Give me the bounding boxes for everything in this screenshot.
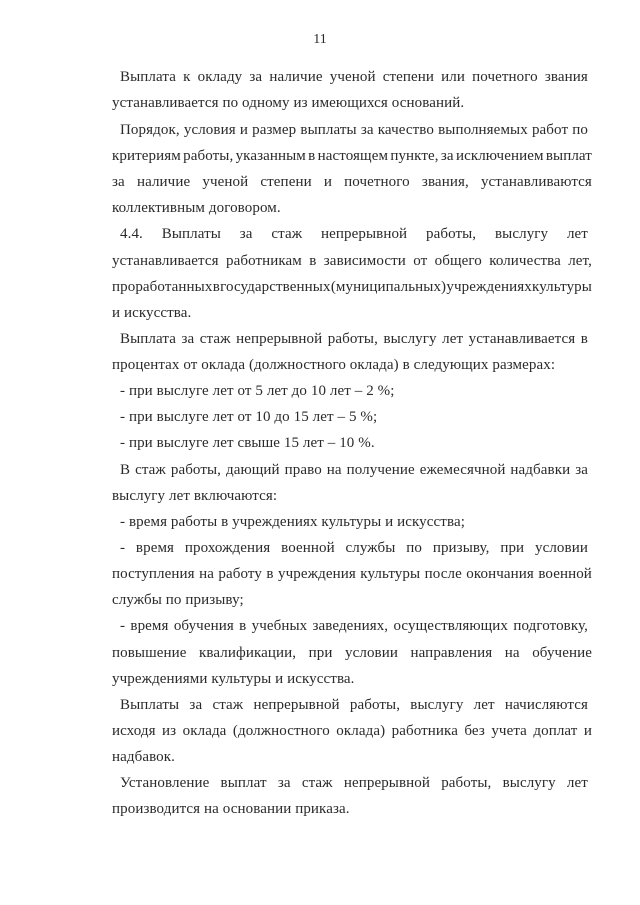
word: непрерывной — [343, 775, 431, 791]
word: за — [440, 148, 454, 164]
word: учреждения — [278, 566, 356, 582]
word: работы, — [170, 462, 222, 478]
paragraph-line — [120, 330, 588, 348]
word: условии — [345, 645, 398, 661]
word: непрерывной — [236, 331, 323, 347]
word: надбавки — [510, 462, 571, 478]
paragraph-line — [120, 539, 588, 557]
word: устанавливается — [468, 331, 576, 347]
word: работникам — [225, 253, 302, 269]
word: пункте, — [390, 148, 439, 164]
word: Выплаты — [161, 226, 221, 242]
word: в — [580, 331, 588, 347]
word: в — [309, 253, 317, 269]
word: стаж — [199, 331, 231, 347]
word: лет — [566, 775, 588, 791]
word: ежемесячной — [419, 462, 506, 478]
word: оклада) — [336, 723, 386, 739]
list-item: - при выслуге лет от 5 лет до 10 лет – 2 %; — [120, 383, 395, 399]
paragraph-line: выслугу лет включаются: — [112, 488, 278, 504]
word: работы, — [425, 226, 477, 242]
word: и — [323, 174, 332, 190]
paragraph-line — [120, 774, 588, 792]
paragraph-line: и искусства. — [112, 305, 192, 321]
paragraph-line — [112, 252, 592, 270]
word: на — [504, 645, 520, 661]
word: военной — [538, 566, 592, 582]
list-item: - при выслуге лет от 10 до 15 лет – 5 %; — [120, 409, 378, 425]
word: в — [239, 618, 247, 634]
word: право — [284, 462, 322, 478]
paragraph-line — [120, 617, 588, 635]
word: после — [424, 566, 462, 582]
paragraph-line: коллективным договором. — [112, 200, 281, 216]
word: работника — [391, 723, 458, 739]
paragraph-line — [120, 461, 588, 479]
word: к — [183, 69, 191, 85]
word: учреждениях — [446, 279, 532, 295]
word: стаж — [135, 462, 166, 478]
paragraph-line — [112, 173, 592, 191]
word: (муниципальных) — [330, 279, 447, 295]
word: настоящем — [317, 148, 389, 164]
word: наличие — [269, 69, 323, 85]
word: количества — [489, 253, 561, 269]
word: ученой — [202, 174, 249, 190]
word: службы — [345, 540, 396, 556]
word: культуры — [360, 566, 421, 582]
paragraph-line — [112, 722, 592, 740]
word: зависимости — [323, 253, 406, 269]
paragraph-line — [112, 147, 592, 165]
paragraph-line: службы по призыву; — [112, 592, 244, 608]
word: начисляются — [504, 697, 588, 713]
paragraph-line — [112, 565, 592, 583]
word: работы, — [327, 331, 378, 347]
paragraph-line: учреждениями культуры и искусства. — [112, 671, 355, 687]
word: почетного — [472, 69, 538, 85]
word: за — [239, 226, 253, 242]
list-item: - при выслуге лет свыше 15 лет – 10 %. — [120, 435, 375, 451]
word: подготовку, — [513, 618, 588, 634]
word: и — [239, 122, 248, 138]
word: непрерывной — [320, 226, 408, 242]
word: на — [326, 462, 342, 478]
word: стаж — [301, 775, 333, 791]
word: за — [277, 775, 291, 791]
word: прохождения — [184, 540, 271, 556]
word: получение — [346, 462, 415, 478]
word: стаж — [271, 226, 303, 242]
paragraph-line — [120, 696, 588, 714]
word: на — [199, 566, 214, 582]
paragraph-line: устанавливается по одному из имеющихся оснований. — [112, 95, 465, 111]
word: - — [120, 618, 126, 634]
word: выслугу — [502, 775, 556, 791]
word: выслугу — [494, 226, 549, 242]
word: за — [360, 122, 374, 138]
paragraph-line: процентах от оклада (должностного оклада) в следующих размерах: — [112, 357, 556, 373]
word: устанавливается — [112, 253, 219, 269]
word: размер — [252, 122, 297, 138]
word: за — [575, 462, 588, 478]
word: призыву, — [432, 540, 490, 556]
word: повышение — [112, 645, 187, 661]
word: заведениях, — [312, 618, 389, 634]
word: доплат — [533, 723, 578, 739]
word: проработанных — [112, 279, 213, 295]
word: осуществляющих — [393, 618, 509, 634]
word: (должностного — [232, 723, 330, 739]
word: учета — [491, 723, 527, 739]
word: лет — [566, 226, 588, 242]
paragraph-line — [120, 68, 588, 86]
word: непрерывной — [253, 697, 340, 713]
paragraph-line — [120, 121, 588, 139]
word: Выплата — [120, 69, 176, 85]
word: степени — [260, 174, 312, 190]
word: за — [181, 331, 195, 347]
word: Порядок, — [120, 122, 180, 138]
word: работу — [218, 566, 262, 582]
word: лет — [473, 697, 495, 713]
paragraph-line: производится на основании приказа. — [112, 801, 350, 817]
word: выплат — [545, 148, 592, 164]
word: работы, — [441, 775, 492, 791]
word: исходя — [112, 723, 156, 739]
word: исключением — [455, 148, 544, 164]
word: по — [572, 122, 588, 138]
word: Выплата — [120, 331, 176, 347]
word: время — [130, 618, 169, 634]
word: окончания — [466, 566, 534, 582]
word: В — [120, 462, 131, 478]
word: культуры — [532, 279, 592, 295]
word: выплаты — [300, 122, 357, 138]
word: обучения — [173, 618, 234, 634]
paragraph-line: надбавок. — [112, 749, 176, 765]
word: при — [500, 540, 525, 556]
word: учебных — [251, 618, 308, 634]
word: работы, — [183, 148, 234, 164]
word: критериям — [112, 148, 181, 164]
word: работ — [531, 122, 569, 138]
paragraph-line — [112, 278, 592, 296]
word: выплат — [220, 775, 267, 791]
word: звания, — [421, 174, 469, 190]
word: - — [120, 540, 126, 556]
word: выслугу — [383, 331, 437, 347]
word: за — [189, 697, 203, 713]
word: при — [308, 645, 333, 661]
word: военной — [281, 540, 335, 556]
word: обучение — [532, 645, 592, 661]
word: почетного — [344, 174, 410, 190]
word: стаж — [212, 697, 244, 713]
word: и — [583, 723, 592, 739]
word: 4.4. — [120, 226, 143, 242]
word: за — [112, 174, 125, 190]
word: государственных — [220, 279, 331, 295]
word: Установление — [120, 775, 210, 791]
paragraph-line — [120, 225, 588, 243]
word: ученой — [329, 69, 376, 85]
word: поступления — [112, 566, 195, 582]
word: условии — [534, 540, 588, 556]
word: за — [249, 69, 263, 85]
word: наличие — [136, 174, 191, 190]
word: указанным — [235, 148, 306, 164]
word: из — [162, 723, 177, 739]
word: время — [135, 540, 175, 556]
word: общего — [434, 253, 482, 269]
word: окладу — [197, 69, 243, 85]
word: в — [266, 566, 274, 582]
list-item: - время работы в учреждениях культуры и искусства; — [120, 514, 465, 530]
word: без — [464, 723, 485, 739]
word: устанавливаются — [480, 174, 592, 190]
word: оклада — [182, 723, 227, 739]
page-number: 11 — [313, 32, 327, 47]
word: качество — [377, 122, 434, 138]
word: по — [406, 540, 422, 556]
word: лет, — [568, 253, 592, 269]
word: работы, — [349, 697, 401, 713]
word: выслугу — [410, 697, 464, 713]
word: лет — [442, 331, 464, 347]
word: степени — [382, 69, 435, 85]
word: в — [212, 279, 220, 295]
word: условия — [183, 122, 236, 138]
word: дающий — [225, 462, 280, 478]
paragraph-line — [112, 644, 592, 662]
word: от — [413, 253, 428, 269]
word: или — [441, 69, 465, 85]
word: квалификации, — [199, 645, 297, 661]
word: выполняемых — [438, 122, 528, 138]
word: звания — [544, 69, 588, 85]
word: в — [308, 148, 316, 164]
word: Выплаты — [120, 697, 180, 713]
word: направления — [410, 645, 493, 661]
